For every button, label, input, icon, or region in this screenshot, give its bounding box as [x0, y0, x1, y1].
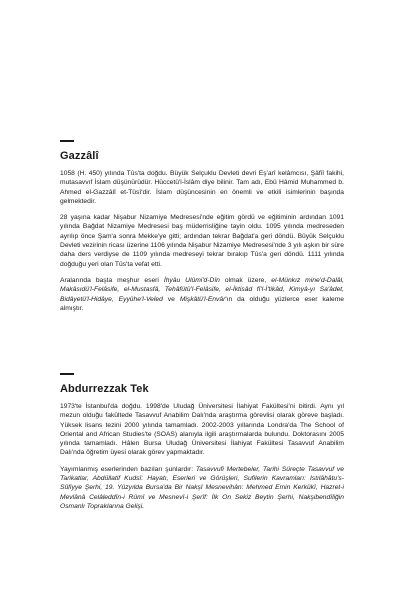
- works-paragraph: [60, 465, 344, 511]
- italic-text-run: el-Münkız mine'd-Dalâl, Makâsıdü'l-Felâsife, el-Mustasfâ, Tehâfütü'l-Felâsife, el-İktisâd fî'l-İ'tikâd, Kimyâ-yı Sa'âdet, Bidâyetü'l-Hidâye, Eyyühe'l-Veled: [60, 276, 344, 303]
- text-run: olmak üzere,: [219, 276, 272, 284]
- text-run: 1973'te İstanbul'da doğdu. 1998'de Uludağ Üniversitesi İlahiyat Fakültesi'ni bitirdi. Aynı yıl mezun olduğu fakültede Tasavvuf Anabilim Dalı'nda araştırma görevlisi olarak göreve başladı. Yüksek lisans tezini 2000 yılında tamamladı. 2002-2003 yıllarında Londra'da The School of Oriental and African Studies'te (SOAS) alanıyla ilgili araştırmalarda bulundu. Doktorasını 2005 yılında tamamladı. Hâlen Bursa Uludağ Üniversitesi İlahiyat Fakültesi Tasavvuf Anabilim Dalı'nda öğretim üyesi olarak görev yapmaktadır.: [60, 403, 344, 457]
- italic-text-run: Mişkâtü'l-Envâr: [179, 295, 226, 303]
- works-paragraph: [60, 276, 344, 313]
- author-bio-tek: [60, 373, 344, 518]
- italic-text-run: Tasavvufi Mertebeler, Tarihi Süreçte Tasavvuf ve Tarikatlar, Abdüllatif Kudsî: Hayatı, Eserleri ve Görüşleri, Sufilerin Kavramları: Istılâhâtu's-Sûfiyye Şerhi, 19. Yüzyılda Bursa'da Bir Nakşî Mesnevihân: Mehmed Emin Kerkükî, Hazret-i Mevlânâ Celâleddîn-i Rûmî ve Mesnevî-i Şerîf: İlk On Sekiz Beytin Şerhi, Nakşibendîliğin Osmanlı Topraklarına Gelişi.: [60, 465, 344, 510]
- italic-text-run: İhyâu Ulûmi'd-Dîn: [163, 276, 220, 284]
- author-name: Gazzâlî: [60, 150, 99, 162]
- text-run: 'ın da olduğu yüzlerce eser kaleme almıştır.: [60, 295, 344, 312]
- bio-paragraph: [60, 402, 344, 458]
- bio-paragraph: [60, 169, 344, 206]
- text-run: 28 yaşına kadar Nişabur Nizamiye Medresesi'nde eğitim gördü ve eğitiminin ardından 1091 yılında Bağdat Nizamiye Medresesi baş müderrisliğine tayin oldu. 1095 yılında medreseden ayrılıp önce Şam'a sonra Mekke'ye gitti; ardından tekrar Bağdat'a geri döndü. Büyük Selçuklu Devleti vezirinin ricası üzerine 1106 yılında Nişabur Nizamiye Medresesi'nde 3 yılı aşkın bir süre daha ders verdiyse de 1109 yılında medreseyi tekrar bırakıp Tûs'a geri döndü. 1111 yılında doğduğu yeri olan Tûs'ta vefat etti.: [60, 214, 344, 268]
- section-rule: [60, 373, 74, 375]
- text-run: ve: [162, 295, 180, 303]
- text-run: 1058 (H. 450) yılında Tûs'ta doğdu. Büyük Selçuklu Devleti devri Eş'arî kelâmcısı, Şâfiî fakihi, mutasavvıf İslam düşünürüdür. Hüccetü'l-İslâm diye bilinir. Tam adı, Ebû Hâmid Muhammed b. Ahmed el-Gazzâlî et-Tûsî'dir. İslam düşüncesinin en önemli ve etkili isimlerinin başında gelmektedir.: [60, 170, 344, 205]
- text-run: Yayımlanmış eserlerinden bazıları şunlardır:: [60, 465, 196, 473]
- section-rule: [60, 140, 74, 142]
- book-page: [60, 0, 344, 601]
- bio-paragraph: [60, 213, 344, 269]
- author-name: Abdurrezzak Tek: [60, 383, 149, 395]
- author-bio-gazzali: [60, 140, 344, 320]
- text-run: Aralarında başta meşhur eseri: [60, 276, 164, 284]
